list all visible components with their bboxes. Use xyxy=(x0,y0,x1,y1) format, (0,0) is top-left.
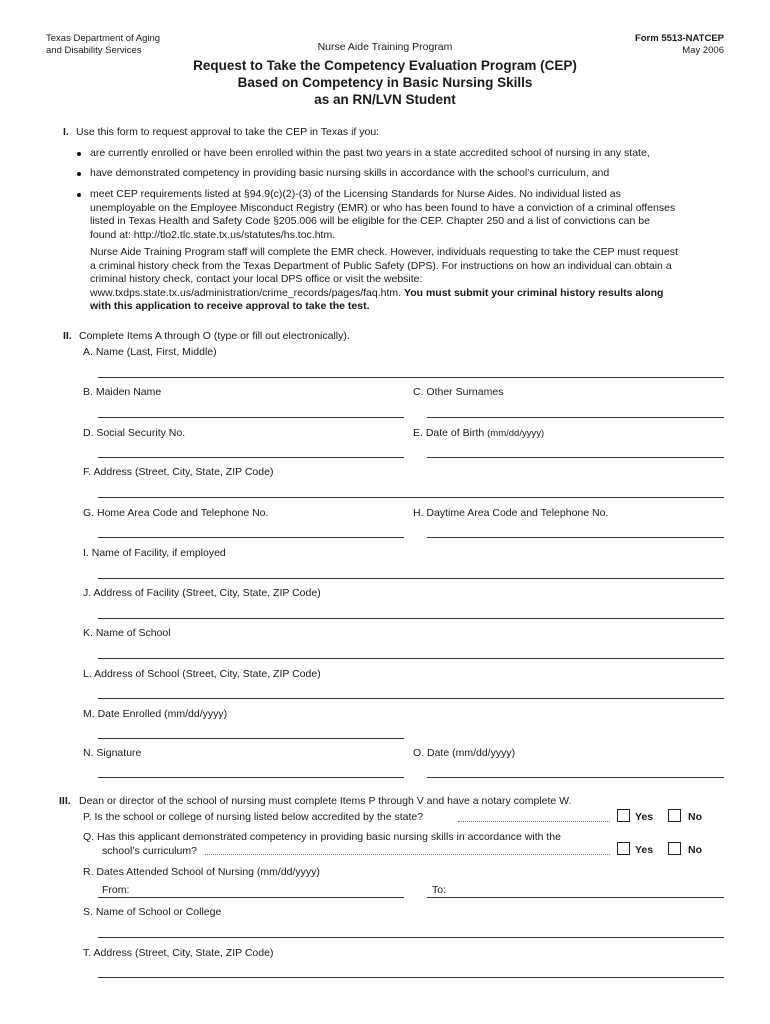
label-from: From: xyxy=(102,884,130,896)
signature-date-field[interactable] xyxy=(427,777,724,778)
label-school-address-t: T. Address (Street, City, State, ZIP Code) xyxy=(83,947,274,959)
bullet-3-line: meet CEP requirements listed at §94.9(c)(2)-(3) of the Licensing Standards for Nurse Aides. No individual listed as xyxy=(90,188,621,200)
school-address-t-field[interactable] xyxy=(98,977,724,978)
facility-name-field[interactable] xyxy=(98,578,724,579)
bullet-3-line: unemployable on the Employee Misconduct Registry (EMR) or who has been found to have a conviction of a criminal offenses xyxy=(90,201,676,214)
title-line-2: Based on Competency in Basic Nursing Skills xyxy=(237,75,533,90)
label-address: F. Address (Street, City, State, ZIP Code) xyxy=(83,466,274,478)
section-1-number: I. xyxy=(63,126,69,138)
maiden-name-field[interactable] xyxy=(98,417,404,418)
attended-to-field[interactable] xyxy=(427,897,724,898)
competency-yes-checkbox[interactable] xyxy=(617,842,630,855)
form-id xyxy=(635,33,724,57)
label-to: To: xyxy=(432,884,447,896)
title-line-3: as an RN/LVN Student xyxy=(314,92,456,107)
date-enrolled-field[interactable] xyxy=(98,738,404,739)
label-ssn: D. Social Security No. xyxy=(83,427,186,439)
ssn-field[interactable] xyxy=(98,457,404,458)
accredited-yes-label: Yes xyxy=(635,811,654,823)
agency-line-1: Texas Department of Aging xyxy=(46,33,161,44)
label-dob xyxy=(413,427,544,441)
signature-field[interactable] xyxy=(98,777,404,778)
note-line: a criminal history check from the Texas Department of Public Safety (DPS). For instructions on how an individual can obtain a xyxy=(90,259,672,272)
section-3-number: III. xyxy=(59,795,71,807)
dob-field[interactable] xyxy=(427,457,724,458)
form-date: May 2006 xyxy=(682,45,724,56)
label-name: A. Name (Last, First, Middle) xyxy=(83,346,217,358)
label-facility-name: I. Name of Facility, if employed xyxy=(83,547,226,559)
page-title xyxy=(0,57,770,108)
program-name: Nurse Aide Training Program xyxy=(317,41,453,53)
address-field[interactable] xyxy=(98,497,724,498)
section-2-intro: Complete Items A through O (type or fill out electronically). xyxy=(79,330,350,342)
school-or-college-field[interactable] xyxy=(98,937,724,938)
competency-no-label: No xyxy=(688,844,702,856)
label-home-phone: G. Home Area Code and Telephone No. xyxy=(83,507,269,519)
accredited-no-checkbox[interactable] xyxy=(668,809,681,822)
eligibility-bullet-2: have demonstrated competency in providing basic nursing skills in accordance with the school’s curriculum, and xyxy=(90,167,610,179)
eligibility-bullet-3 xyxy=(90,188,730,242)
home-phone-field[interactable] xyxy=(98,537,404,538)
note-emphasis: You must submit your criminal history results along xyxy=(403,286,664,299)
competency-no-checkbox[interactable] xyxy=(668,842,681,855)
accredited-yes-checkbox[interactable] xyxy=(617,809,630,822)
note-line: Nurse Aide Training Program staff will complete the EMR check. However, individuals requesting to take the CEP must request xyxy=(90,246,678,258)
eligibility-bullet-1: are currently enrolled or have been enrolled within the past two years in a state accredited school of nursing in any state, xyxy=(90,147,650,159)
section-2-number: II. xyxy=(63,330,72,342)
leader-dots xyxy=(458,821,610,822)
label-dates-attended: R. Dates Attended School of Nursing (mm/dd/yyyy) xyxy=(83,866,320,878)
leader-dots xyxy=(205,854,610,855)
label-signature: N. Signature xyxy=(83,747,142,759)
note-line xyxy=(90,287,735,301)
daytime-phone-field[interactable] xyxy=(427,537,724,538)
label-signature-date: O. Date (mm/dd/yyyy) xyxy=(413,747,516,759)
bullet-3-line: found at: http://tlo2.tlc.state.tx.us/statutes/hs.toc.htm. xyxy=(90,228,336,241)
accredited-no-label: No xyxy=(688,811,702,823)
label-school-address: L. Address of School (Street, City, State, ZIP Code) xyxy=(83,668,321,680)
facility-address-field[interactable] xyxy=(98,618,724,619)
question-competency-line-1: Q. Has this applicant demonstrated competency in providing basic nursing skills in accordance with the xyxy=(83,831,561,843)
label-maiden-name: B. Maiden Name xyxy=(83,386,162,398)
label-other-surnames: C. Other Surnames xyxy=(413,386,504,398)
dob-label-text: E. Date of Birth xyxy=(413,427,485,439)
title-line-1: Request to Take the Competency Evaluation Program (CEP) xyxy=(193,58,577,73)
criminal-history-note xyxy=(90,246,735,314)
question-accredited: P. Is the school or college of nursing listed below accredited by the state? xyxy=(83,811,424,823)
other-surnames-field[interactable] xyxy=(427,417,724,418)
note-emphasis: with this application to receive approval to take the test. xyxy=(90,300,370,312)
name-field[interactable] xyxy=(98,377,724,378)
note-line: criminal history check, contact your local DPS office or visit the website: xyxy=(90,273,423,285)
competency-yes-label: Yes xyxy=(635,844,654,856)
bullet-icon xyxy=(77,172,81,176)
dps-url: www.txdps.state.tx.us/administration/crime_records/pages/faq.htm. xyxy=(90,286,402,299)
bullet-3-line: listed in Texas Health and Safety Code §205.006 will be eligible for the CEP. Chapter 250 and a list of convictions can be xyxy=(90,215,650,227)
label-facility-address: J. Address of Facility (Street, City, State, ZIP Code) xyxy=(83,587,321,599)
section-3-intro: Dean or director of the school of nursing must complete Items P through V and have a notary complete W. xyxy=(79,795,572,807)
bullet-icon xyxy=(77,152,81,156)
section-1-intro: Use this form to request approval to take the CEP in Texas if you: xyxy=(76,126,380,138)
dob-format: (mm/dd/yyyy) xyxy=(487,428,545,439)
label-school-name: K. Name of School xyxy=(83,627,171,639)
label-date-enrolled: M. Date Enrolled (mm/dd/yyyy) xyxy=(83,708,228,720)
school-name-field[interactable] xyxy=(98,658,724,659)
question-competency-line-2: school’s curriculum? xyxy=(102,844,197,857)
school-address-field[interactable] xyxy=(98,698,724,699)
form-number: Form 5513-NATCEP xyxy=(634,33,724,44)
label-daytime-phone: H. Daytime Area Code and Telephone No. xyxy=(413,507,609,519)
attended-from-field[interactable] xyxy=(98,897,404,898)
agency-line-2: and Disability Services xyxy=(46,45,142,56)
bullet-icon xyxy=(77,193,81,197)
label-school-or-college: S. Name of School or College xyxy=(83,906,222,918)
